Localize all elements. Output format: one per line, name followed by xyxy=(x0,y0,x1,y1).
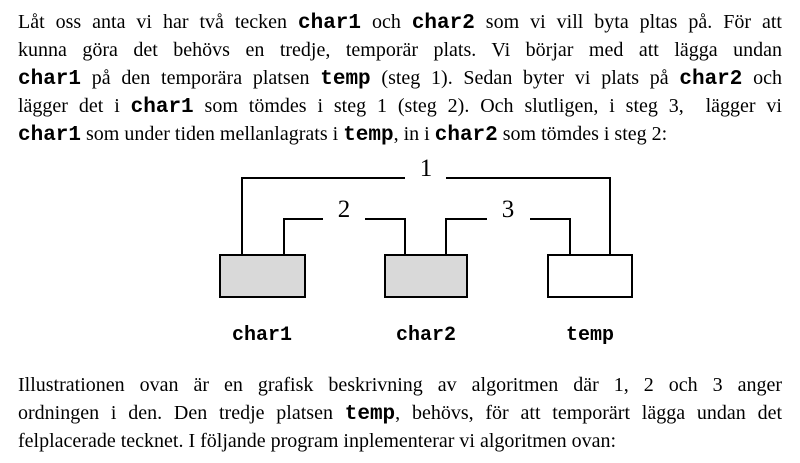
swap-algorithm-diagram xyxy=(0,155,800,355)
char1-box xyxy=(220,255,305,297)
text-line xyxy=(18,92,782,120)
inline-code: char2 xyxy=(411,12,475,35)
arrow-3-label: 3 xyxy=(501,196,515,223)
text-run: och xyxy=(361,11,412,33)
text-run: Låt oss anta vi har två tecken xyxy=(18,11,298,33)
text-line xyxy=(18,371,782,399)
char1-box-label: char1 xyxy=(231,324,293,347)
text-run: på den temporära platsen xyxy=(81,67,321,89)
text-line xyxy=(18,399,782,427)
text-line xyxy=(18,36,782,64)
text-line xyxy=(18,64,782,92)
text-line xyxy=(18,120,782,148)
inline-code: char2 xyxy=(679,68,743,91)
inline-code: temp xyxy=(343,124,394,147)
text-run: som tömdes i steg 1 (steg 2). Och slutligen, i steg 3, lägger vi xyxy=(193,95,782,117)
char2-box-label: char2 xyxy=(395,324,457,347)
text-run: , behövs, för att temporärt lägga undan det xyxy=(395,402,783,424)
inline-code: char1 xyxy=(298,12,362,35)
text-run: som vi vill byta pltas på. För att xyxy=(474,11,782,33)
char2-box xyxy=(385,255,467,297)
text-line xyxy=(18,427,782,455)
paragraph-intro xyxy=(18,8,782,148)
text-run: kunna göra det behövs en tredje, temporär plats. Vi börjar med att lägga undan xyxy=(18,39,782,61)
temp-box-label: temp xyxy=(565,324,615,347)
text-run: ordningen i den. Den tredje platsen xyxy=(18,402,345,424)
text-line xyxy=(18,8,782,36)
text-run: felplacerade tecknet. I följande program inplementerar vi algoritmen ovan: xyxy=(18,430,617,452)
text-run: som under tiden mellanlagrats i xyxy=(81,123,344,145)
text-run: Illustrationen ovan är en grafisk beskrivning av algoritmen där 1, 2 och 3 anger xyxy=(18,374,782,396)
arrow-1-label: 1 xyxy=(419,155,433,182)
arrow-2-label: 2 xyxy=(337,196,351,223)
text-run: och xyxy=(742,67,782,89)
paragraph-explanation xyxy=(18,371,782,455)
inline-code: temp xyxy=(344,403,396,426)
text-run: lägger det i xyxy=(18,95,131,117)
inline-code: char1 xyxy=(18,68,82,91)
arrow-1-line-right xyxy=(446,178,610,267)
inline-code: char1 xyxy=(130,96,194,119)
temp-box xyxy=(548,255,632,297)
text-run: som tömdes i steg 2: xyxy=(497,123,668,145)
inline-code: temp xyxy=(320,68,371,91)
inline-code: char1 xyxy=(18,124,82,147)
text-run: (steg 1). Sedan byter vi plats på xyxy=(370,67,680,89)
inline-code: char2 xyxy=(434,124,498,147)
text-run: , in i xyxy=(393,123,435,145)
